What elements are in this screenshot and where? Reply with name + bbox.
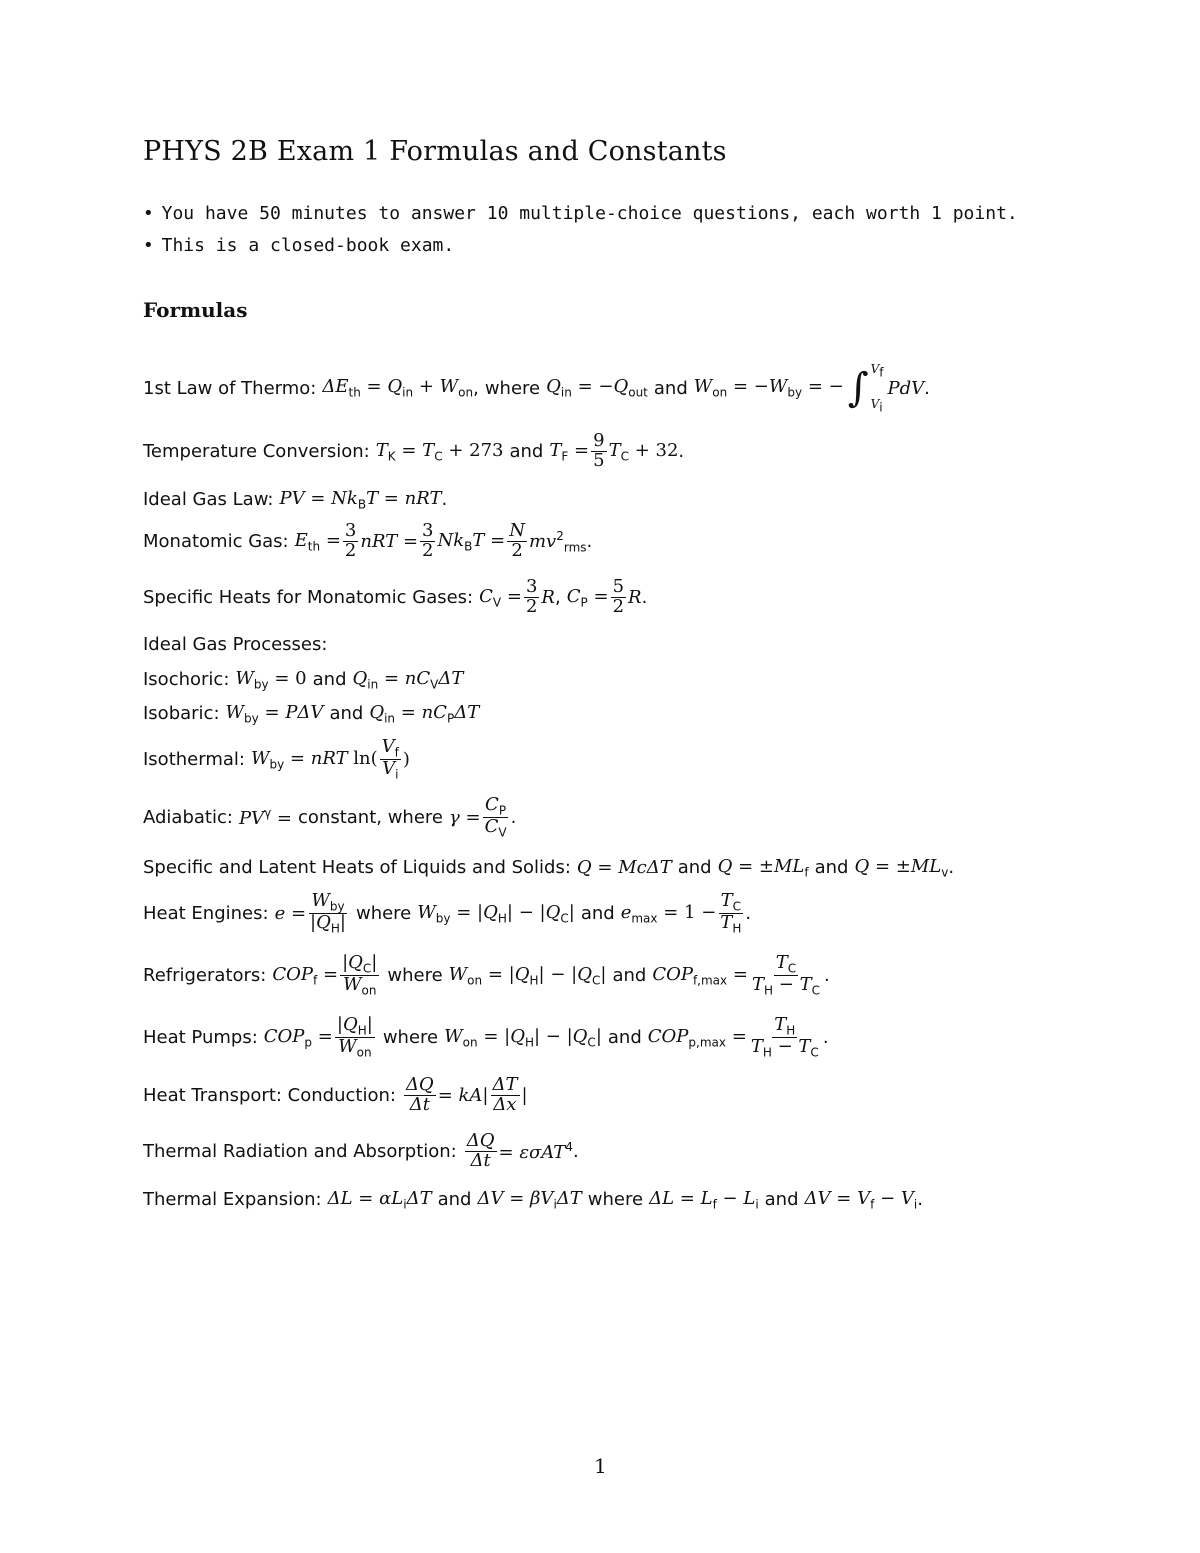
formula-monatomic: Monatomic Gas: $E_{th}$ = $\frac{3}{2}$ nRT = $\frac{3}{2}$ $Nk_BT$ = $\frac{N}{2}$ $mv^2_{rms}$ . <box>143 520 593 561</box>
formula-conduction: Heat Transport: Conduction: $\frac{\Delta Q}{\Delta t}$ = kA| $\frac{\Delta T}{\Delta x}$ | <box>143 1074 528 1115</box>
formula-isobaric: Isobaric: $W_{by} = P\Delta V$ and $Q_{in} = nC_P\Delta T$ <box>143 702 480 726</box>
section-heading: Formulas <box>143 298 248 322</box>
instructions-list <box>143 200 1018 264</box>
list-item: • This is a closed-book exam. <box>143 235 455 256</box>
list-item: • You have 50 minutes to answer 10 multiple-choice questions, each worth 1 point. <box>143 203 1018 224</box>
formula-isochoric: Isochoric: $W_{by} = 0$ and $Q_{in} = nC_V\Delta T$ <box>143 668 464 692</box>
formula-heat-pumps: Heat Pumps: $COP_p$ = $\frac{|Q_H|}{W_{on}}$ where $W_{on} = |Q_H| - |Q_C|$ and $COP_{p,max}$ = $\frac{T_H}{T_H - T_C}$ . <box>143 1014 829 1060</box>
formula-temperature: Temperature Conversion: $T_K = T_C + 273$ and $T_F$ = $\frac{9}{5}$ $T_C + 32$ . <box>143 430 685 471</box>
formula-heat-engines: Heat Engines: e = $\frac{W_{by}}{|Q_H|}$ where $W_{by} = |Q_H| - |Q_C|$ and $e_{max} = 1$ − $\frac{T_C}{T_H}$ . <box>143 890 752 936</box>
formula-processes-heading: Ideal Gas Processes: <box>143 634 328 655</box>
formula-refrigerators: Refrigerators: $COP_f$ = $\frac{|Q_C|}{W_{on}}$ where $W_{on} = |Q_H| - |Q_C|$ and $COP_{f,max}$ = $\frac{T_C}{T_H - T_C}$ . <box>143 952 830 998</box>
formula-specific-heats: Specific Heats for Monatomic Gases: $C_V$ = $\frac{3}{2}$ R , $C_P$ = $\frac{5}{2}$ R . <box>143 576 648 617</box>
bullet-icon: • <box>143 203 154 224</box>
formula-adiabatic: Adiabatic: $PV^\gamma$ = constant, where γ = $\frac{C_P}{C_V}$ . <box>143 794 517 840</box>
formula-radiation: Thermal Radiation and Absorption: $\frac{\Delta Q}{\Delta t}$ = εσAT$^4$ . <box>143 1130 579 1171</box>
formula-ideal-gas: Ideal Gas Law: PV = $Nk_BT$ = nRT . <box>143 488 448 512</box>
formula-isothermal: Isothermal: $W_{by}$ = nRT ln( $\frac{V_f}{V_i}$ ) <box>143 736 410 782</box>
formula-first-law: 1st Law of Thermo: $\Delta E_{th} = Q_{in} + W_{on}$ , where $Q_{in} = -Q_{out}$ and $W_{on} = -W_{by}$ = − ∫ $V_f$ $V_i$ PdV . <box>143 362 930 414</box>
bullet-icon: • <box>143 235 154 256</box>
page-number: 1 <box>594 1454 607 1478</box>
formula-latent-heats: Specific and Latent Heats of Liquids and Solids: Q = McΔT and $Q = \pm ML_f$ and $Q = \pm ML_v$ . <box>143 856 955 880</box>
page-title: PHYS 2B Exam 1 Formulas and Constants <box>143 136 727 167</box>
formula-expansion: Thermal Expansion: $\Delta L = \alpha L_i\Delta T$ and $\Delta V = \beta V_i\Delta T$ where $\Delta L = L_f - L_i$ and $\Delta V = V_f - V_i$ . <box>143 1188 923 1212</box>
